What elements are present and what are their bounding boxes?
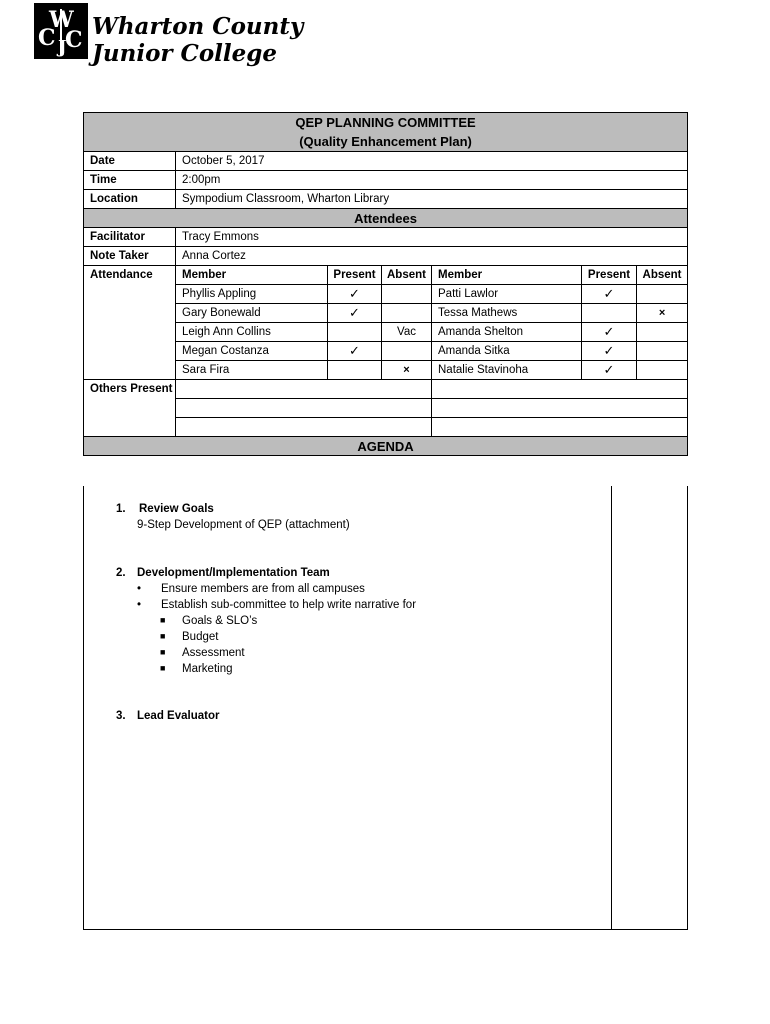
member-name: Amanda Shelton (432, 323, 582, 342)
member-name: Gary Bonewald (176, 304, 328, 323)
member-name: Phyllis Appling (176, 285, 328, 304)
absent-column-header-right: Absent (637, 266, 688, 285)
facilitator-label: Facilitator (84, 228, 176, 247)
agenda-item-title: Lead Evaluator (137, 710, 220, 722)
others-present-field[interactable] (432, 380, 688, 399)
agenda-body (83, 486, 688, 930)
attendance-row (84, 323, 688, 342)
agenda-item-number: 3. (116, 710, 126, 722)
present-column-header-right: Present (582, 266, 637, 285)
bullet-icon: • (137, 599, 142, 611)
present-mark: ✓ (328, 304, 382, 323)
square-bullet-icon: ■ (160, 615, 166, 625)
absent-mark: Vac (382, 323, 432, 342)
wcjc-monogram-logo (34, 3, 88, 59)
svg-text:W: W (49, 7, 74, 33)
meeting-form (83, 112, 688, 456)
agenda-item-title: Review Goals (139, 503, 214, 515)
note-taker-row (84, 247, 688, 266)
others-present-row (84, 380, 688, 399)
agenda-item-number: 2. (116, 567, 126, 579)
square-bullet-icon: ■ (160, 663, 166, 673)
committee-title (84, 113, 688, 152)
others-present-field[interactable] (176, 418, 432, 437)
absent-mark (382, 342, 432, 361)
time-row (84, 171, 688, 190)
member-name: Amanda Sitka (432, 342, 582, 361)
member-name: Sara Fira (176, 361, 328, 380)
absent-mark (637, 342, 688, 361)
attendees-heading: Attendees (84, 209, 688, 228)
attendance-row (84, 361, 688, 380)
sub-bullet-item: Assessment (182, 647, 245, 659)
agenda-heading: AGENDA (84, 437, 688, 456)
agenda-item-number: 1. (116, 503, 126, 515)
present-mark (328, 361, 382, 380)
date-label: Date (84, 152, 176, 171)
absent-mark: × (382, 361, 432, 380)
date-value: October 5, 2017 (176, 152, 688, 171)
location-value: Sympodium Classroom, Wharton Library (176, 190, 688, 209)
attendance-header-row (84, 266, 688, 285)
absent-mark (382, 304, 432, 323)
member-name: Megan Costanza (176, 342, 328, 361)
note-taker-value: Anna Cortez (176, 247, 688, 266)
time-value: 2:00pm (176, 171, 688, 190)
location-label: Location (84, 190, 176, 209)
present-mark: ✓ (328, 342, 382, 361)
attendance-label: Attendance (84, 266, 176, 285)
member-name: Natalie Stavinoha (432, 361, 582, 380)
absent-mark: × (637, 304, 688, 323)
sub-bullet-item: Budget (182, 631, 219, 643)
time-label: Time (84, 171, 176, 190)
square-bullet-icon: ■ (160, 647, 166, 657)
present-mark: ✓ (328, 285, 382, 304)
square-bullet-icon: ■ (160, 631, 166, 641)
bullet-item: Ensure members are from all campuses (161, 583, 365, 595)
member-column-header-right: Member (432, 266, 582, 285)
attendance-row (84, 342, 688, 361)
present-mark: ✓ (582, 342, 637, 361)
others-present-field[interactable] (176, 399, 432, 418)
college-name-line2: Junior College (92, 40, 277, 67)
facilitator-row (84, 228, 688, 247)
college-name (92, 13, 352, 67)
others-present-label: Others Present (84, 380, 176, 399)
member-column-header: Member (176, 266, 328, 285)
svg-text:J: J (58, 37, 67, 58)
svg-text:C: C (38, 25, 56, 51)
location-row (84, 190, 688, 209)
svg-text:C: C (65, 27, 83, 53)
others-present-field[interactable] (176, 380, 432, 399)
others-present-field[interactable] (432, 399, 688, 418)
present-column-header: Present (328, 266, 382, 285)
note-taker-label: Note Taker (84, 247, 176, 266)
member-name: Tessa Mathews (432, 304, 582, 323)
absent-mark (637, 285, 688, 304)
member-name: Patti Lawlor (432, 285, 582, 304)
member-name: Leigh Ann Collins (176, 323, 328, 342)
bullet-icon: • (137, 583, 142, 595)
others-present-field[interactable] (432, 418, 688, 437)
attendance-row (84, 285, 688, 304)
title-line2: (Quality Enhancement Plan) (299, 134, 472, 149)
present-mark: ✓ (582, 285, 637, 304)
others-present-row (84, 399, 688, 418)
agenda-column-divider (611, 486, 612, 929)
present-mark (328, 323, 382, 342)
title-line1: QEP PLANNING COMMITTEE (295, 115, 476, 130)
present-mark: ✓ (582, 323, 637, 342)
sub-bullet-item: Marketing (182, 663, 233, 675)
others-present-row (84, 418, 688, 437)
facilitator-value: Tracy Emmons (176, 228, 688, 247)
absent-mark (637, 323, 688, 342)
attendance-row (84, 304, 688, 323)
absent-mark (637, 361, 688, 380)
sub-bullet-item: Goals & SLO’s (182, 615, 258, 627)
bullet-item: Establish sub-committee to help write narrative for (161, 599, 417, 611)
agenda-item-detail: 9-Step Development of QEP (attachment) (137, 519, 350, 531)
absent-column-header: Absent (382, 266, 432, 285)
present-mark (582, 304, 637, 323)
absent-mark (382, 285, 432, 304)
present-mark: ✓ (582, 361, 637, 380)
college-name-line1: Wharton County (92, 13, 304, 40)
date-row (84, 152, 688, 171)
agenda-item-title: Development/Implementation Team (137, 567, 330, 579)
